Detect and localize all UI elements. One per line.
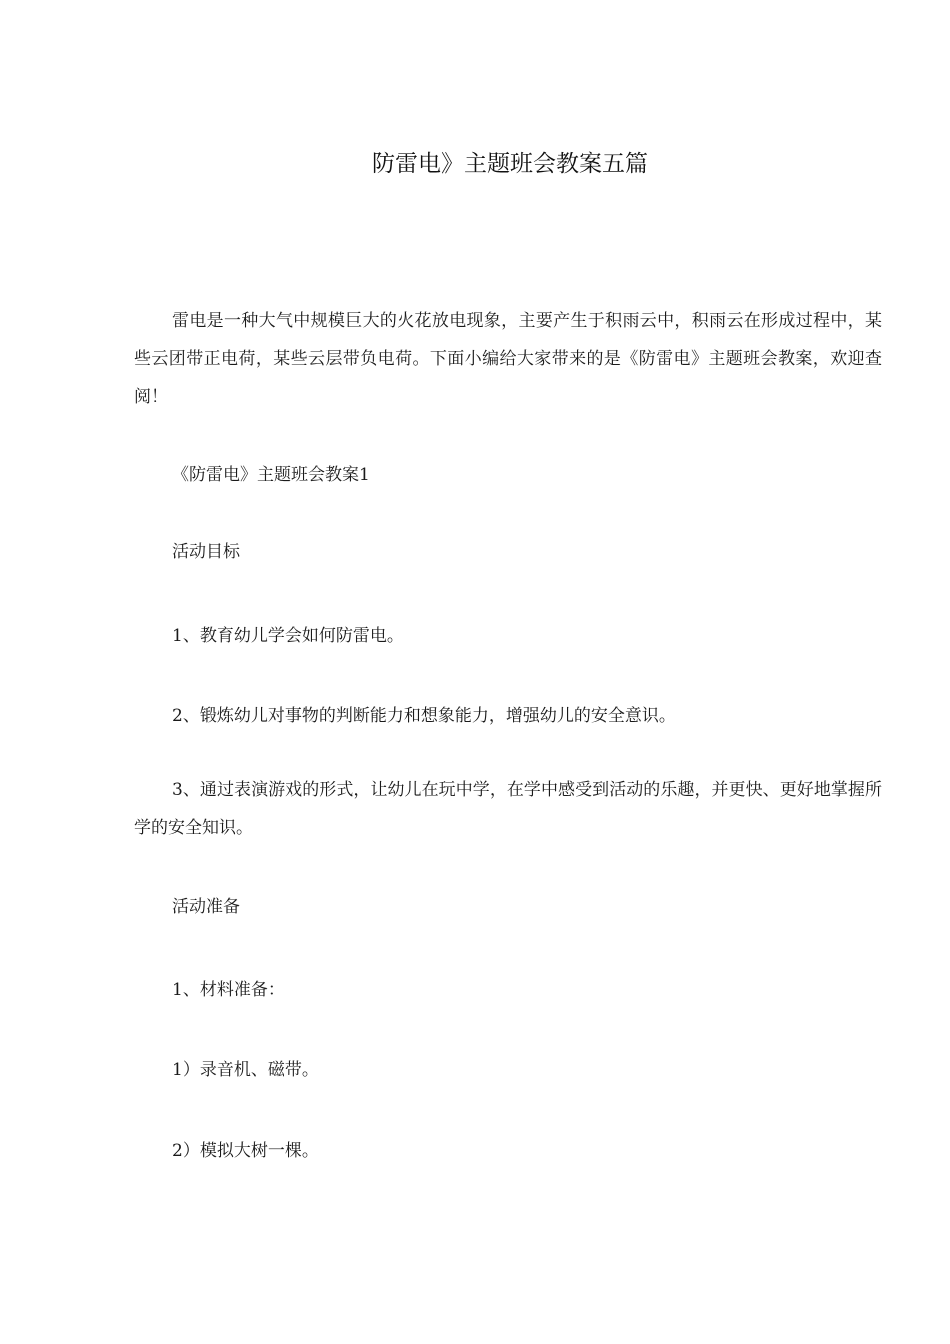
goal-item-2: 2、锻炼幼儿对事物的判断能力和想象能力，增强幼儿的安全意识。 <box>172 706 676 726</box>
document-title: 防雷电》主题班会教案五篇 <box>372 151 648 177</box>
prep-item-3: 2）模拟大树一棵。 <box>172 1141 319 1161</box>
prep-heading: 活动准备 <box>172 897 240 917</box>
goals-heading: 活动目标 <box>172 542 240 562</box>
section-heading: 《防雷电》主题班会教案1 <box>172 465 370 485</box>
goal-item-1: 1、教育幼儿学会如何防雷电。 <box>172 626 404 646</box>
goal-item-3: 3、通过表演游戏的形式，让幼儿在玩中学，在学中感受到活动的乐趣，并更快、更好地掌握所学的安全知识。 <box>134 780 882 838</box>
intro-paragraph: 雷电是一种大气中规模巨大的火花放电现象，主要产生于积雨云中，积雨云在形成过程中，某些云团带正电荷，某些云层带负电荷。下面小编给大家带来的是《防雷电》主题班会教案，欢迎查阅！ <box>134 311 882 407</box>
prep-item-2: 1）录音机、磁带。 <box>172 1060 319 1080</box>
prep-item-1: 1、材料准备： <box>172 980 285 1000</box>
